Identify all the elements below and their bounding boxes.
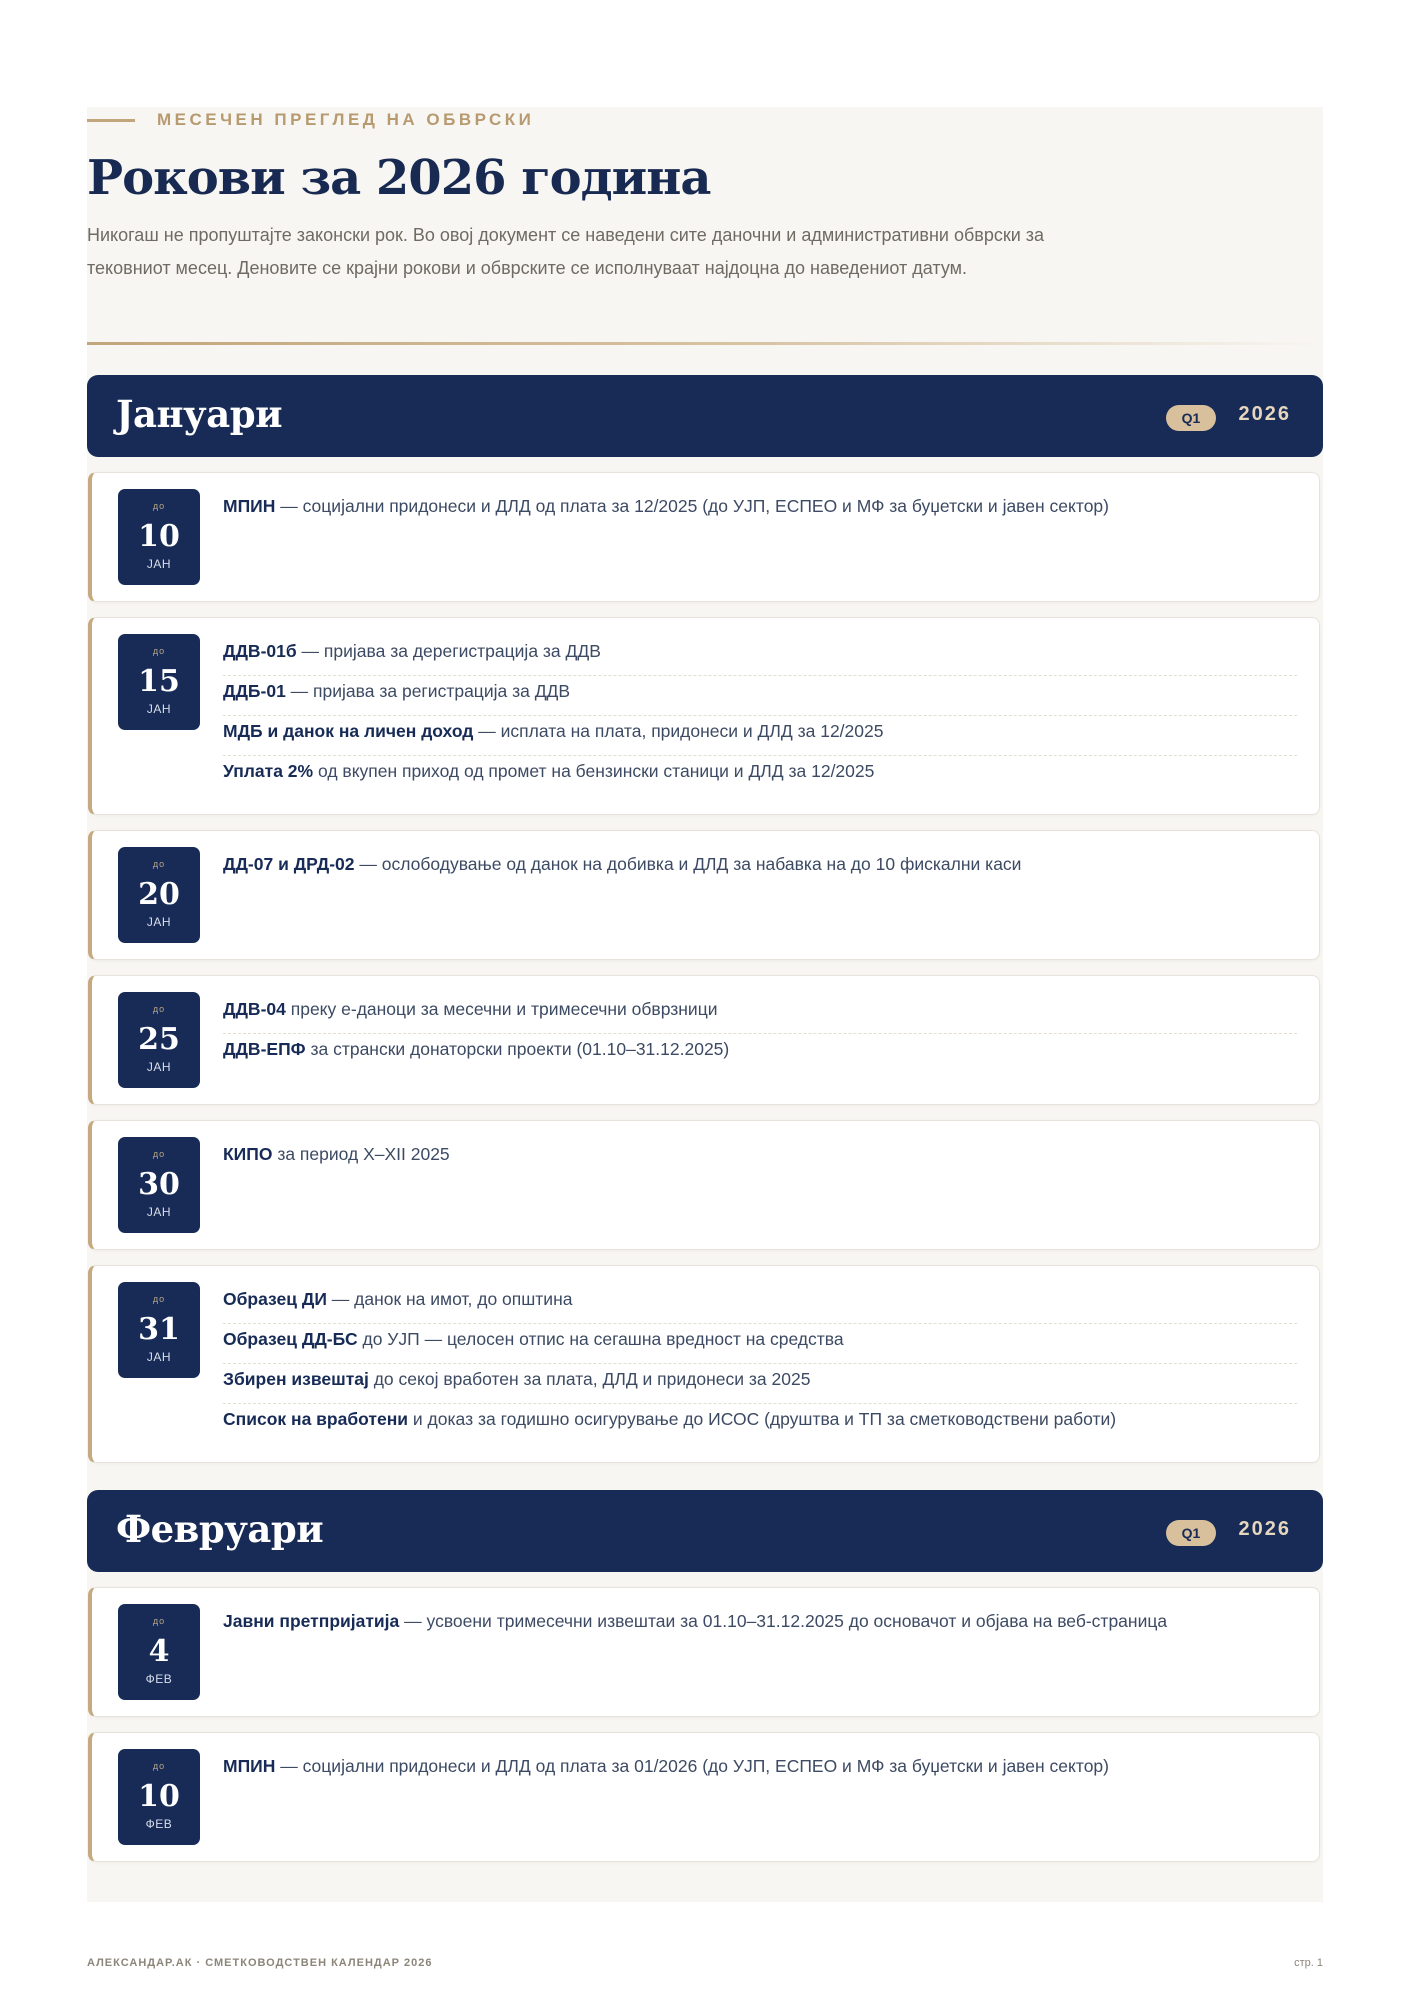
date-month: ЈАН bbox=[146, 915, 172, 929]
eyebrow-text: МЕСЕЧЕН ПРЕГЛЕД НА ОБВРСКИ bbox=[157, 110, 535, 129]
date-prefix: до bbox=[152, 1761, 166, 1771]
date-month: ЈАН bbox=[146, 1205, 172, 1219]
obligation-item: Список на вработени и доказ за годишно осигурување до ИСОС (друштва и ТП за сметководствени работи) bbox=[223, 1409, 1117, 1429]
deadline-card bbox=[88, 617, 1320, 815]
deadline-card bbox=[88, 1587, 1320, 1717]
month-header-february bbox=[87, 1490, 1323, 1572]
date-day: 4 bbox=[148, 1634, 170, 1669]
footer-brand: АЛЕКСАНДАР.АК · СМЕТКОВОДСТВЕН КАЛЕНДАР 2026 bbox=[87, 1957, 433, 1969]
obligation-item: КИПО за период X–XII 2025 bbox=[223, 1144, 450, 1164]
date-badge bbox=[118, 1604, 200, 1700]
deadline-card bbox=[88, 1265, 1320, 1463]
date-prefix: до bbox=[152, 501, 166, 511]
date-day: 10 bbox=[138, 519, 180, 554]
obligation-list bbox=[223, 1751, 1297, 1791]
month-year: 2026 bbox=[1238, 1518, 1291, 1540]
eyebrow bbox=[87, 110, 534, 130]
date-prefix: до bbox=[152, 859, 166, 869]
date-prefix: до bbox=[152, 1294, 166, 1304]
date-day: 25 bbox=[138, 1022, 180, 1057]
obligation-item: Збирен извештај до секој вработен за плата, ДЛД и придонеси за 2025 bbox=[223, 1364, 1297, 1404]
date-badge bbox=[118, 1749, 200, 1845]
date-month: ЈАН bbox=[146, 702, 172, 716]
obligation-item: Уплата 2% од вкупен приход од промет на бензински станици и ДЛД за 12/2025 bbox=[223, 761, 875, 781]
header-divider bbox=[87, 342, 1323, 345]
month-name: Јануари bbox=[116, 392, 283, 436]
date-day: 31 bbox=[138, 1312, 180, 1347]
deadline-card bbox=[88, 1120, 1320, 1250]
deadline-card bbox=[88, 1732, 1320, 1862]
date-badge bbox=[118, 489, 200, 585]
obligation-list bbox=[223, 849, 1297, 889]
page-title: Рокови за 2026 година bbox=[87, 150, 711, 206]
obligation-list bbox=[223, 1606, 1297, 1646]
month-year: 2026 bbox=[1238, 403, 1291, 425]
obligation-list bbox=[223, 1139, 1297, 1179]
quarter-badge: Q1 bbox=[1166, 1520, 1216, 1546]
intro-paragraph: Никогаш не пропуштајте законски рок. Во овој документ се наведени сите даночни и административни обврски за тековниот месец. Деновите се крајни рокови и обврските се исполнуваат најдоцна до наведениот датум. bbox=[87, 225, 1045, 278]
date-month: ЈАН bbox=[146, 557, 172, 571]
date-prefix: до bbox=[152, 1004, 166, 1014]
obligation-item: ДД-07 и ДРД-02 — ослободување од данок на добивка и ДЛД за набавка на до 10 фискални каси bbox=[223, 854, 1022, 874]
date-day: 15 bbox=[138, 664, 180, 699]
obligation-list bbox=[223, 491, 1297, 531]
date-badge bbox=[118, 847, 200, 943]
obligation-item: ДДВ-01б — пријава за дерегистрација за ДДВ bbox=[223, 636, 1297, 676]
date-month: ФЕВ bbox=[145, 1672, 173, 1686]
obligation-item: Образец ДД-БС до УЈП — целосен отпис на сегашна вредност на средства bbox=[223, 1324, 1297, 1364]
obligation-item: ДДВ-ЕПФ за странски донаторски проекти (01.10–31.12.2025) bbox=[223, 1039, 730, 1059]
date-prefix: до bbox=[152, 646, 166, 656]
deadline-card bbox=[88, 830, 1320, 960]
eyebrow-rule bbox=[87, 119, 135, 122]
obligation-item: МПИН — социјални придонеси и ДЛД од плата за 01/2026 (до УЈП, ЕСПЕО и МФ за буџетски и јавен сектор) bbox=[223, 1756, 1109, 1776]
month-header-january bbox=[87, 375, 1323, 457]
obligation-list bbox=[223, 636, 1297, 796]
date-day: 10 bbox=[138, 1779, 180, 1814]
date-badge bbox=[118, 992, 200, 1088]
date-prefix: до bbox=[152, 1149, 166, 1159]
obligation-item: ДДВ-04 преку е-даноци за месечни и тримесечни обврзници bbox=[223, 994, 1297, 1034]
page-number: стр. 1 bbox=[1294, 1957, 1323, 1969]
date-day: 30 bbox=[138, 1167, 180, 1202]
date-badge bbox=[118, 1282, 200, 1378]
deadline-card bbox=[88, 472, 1320, 602]
obligation-item: Образец ДИ — данок на имот, до општина bbox=[223, 1284, 1297, 1324]
obligation-item: ДДБ-01 — пријава за регистрација за ДДВ bbox=[223, 676, 1297, 716]
date-prefix: до bbox=[152, 1616, 166, 1626]
deadline-card bbox=[88, 975, 1320, 1105]
date-month: ЈАН bbox=[146, 1060, 172, 1074]
month-name: Февруари bbox=[116, 1507, 324, 1551]
obligation-item: МДБ и данок на личен доход — исплата на плата, придонеси и ДЛД за 12/2025 bbox=[223, 716, 1297, 756]
obligation-list bbox=[223, 1284, 1297, 1444]
quarter-badge: Q1 bbox=[1166, 405, 1216, 431]
obligation-item: Јавни претпријатија — усвоени тримесечни извештаи за 01.10–31.12.2025 до основачот и објава на веб-страница bbox=[223, 1611, 1168, 1631]
date-month: ФЕВ bbox=[145, 1817, 173, 1831]
date-day: 20 bbox=[138, 877, 180, 912]
date-month: ЈАН bbox=[146, 1350, 172, 1364]
date-badge bbox=[118, 634, 200, 730]
obligation-list bbox=[223, 994, 1297, 1074]
obligation-item: МПИН — социјални придонеси и ДЛД од плата за 12/2025 (до УЈП, ЕСПЕО и МФ за буџетски и јавен сектор) bbox=[223, 496, 1109, 516]
date-badge bbox=[118, 1137, 200, 1233]
